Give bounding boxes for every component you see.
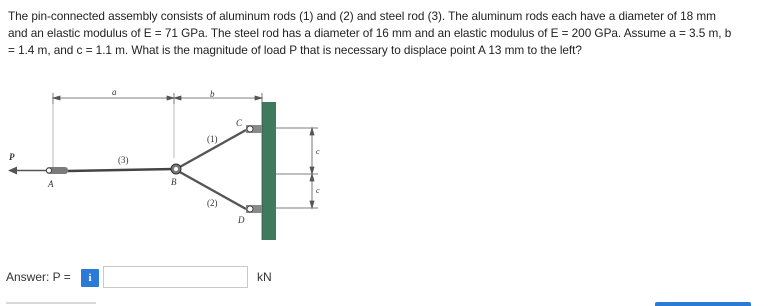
point-c-label: C bbox=[236, 118, 243, 128]
answer-row bbox=[6, 266, 406, 290]
unit-label: kN bbox=[257, 270, 272, 284]
assembly-diagram bbox=[0, 80, 778, 240]
fixed-wall bbox=[262, 102, 276, 240]
point-a-label: A bbox=[48, 179, 54, 189]
pin-c bbox=[246, 125, 262, 133]
answer-input[interactable] bbox=[103, 266, 248, 288]
assembly-figure bbox=[0, 80, 778, 240]
pin-a bbox=[46, 167, 68, 174]
question-line-1: The pin-connected assembly consists of aluminum rods (1) and (2) and steel rod (3). The aluminum rods each have a diameter of 18 mm bbox=[8, 9, 716, 23]
question-line-2: and an elastic modulus of E = 71 GPa. The steel rod has a diameter of 16 mm and an elastic modulus of E = 200 GPa. Assume a = 3.5 m, b bbox=[8, 26, 732, 40]
pin-b bbox=[171, 164, 181, 174]
pin-d bbox=[246, 205, 262, 213]
answer-label: Answer: P = bbox=[6, 270, 71, 284]
bottom-divider bbox=[6, 302, 96, 304]
rod-3 bbox=[68, 169, 174, 171]
load-p-arrow bbox=[8, 167, 46, 175]
rod-1-label: (1) bbox=[207, 134, 218, 144]
load-p-label: P bbox=[9, 152, 15, 162]
dimension-c-top-label: c bbox=[316, 147, 320, 156]
submit-button[interactable] bbox=[655, 302, 751, 306]
rod-2-label: (2) bbox=[207, 198, 218, 208]
point-b-label: B bbox=[171, 177, 177, 187]
question-line-3: = 1.4 m, and c = 1.1 m. What is the magnitude of load P that is necessary to displace point A 13 mm to the left? bbox=[8, 43, 582, 57]
rod-3-label: (3) bbox=[118, 155, 129, 165]
question-text bbox=[8, 8, 770, 59]
dimension-a-label: a bbox=[112, 87, 117, 97]
dimension-c-bottom-label: c bbox=[316, 186, 320, 195]
extension-lines bbox=[53, 104, 174, 170]
dimension-b-label: b bbox=[210, 89, 215, 99]
dimension-top bbox=[53, 93, 262, 104]
info-icon[interactable]: i bbox=[81, 269, 99, 287]
point-d-label: D bbox=[238, 215, 245, 225]
